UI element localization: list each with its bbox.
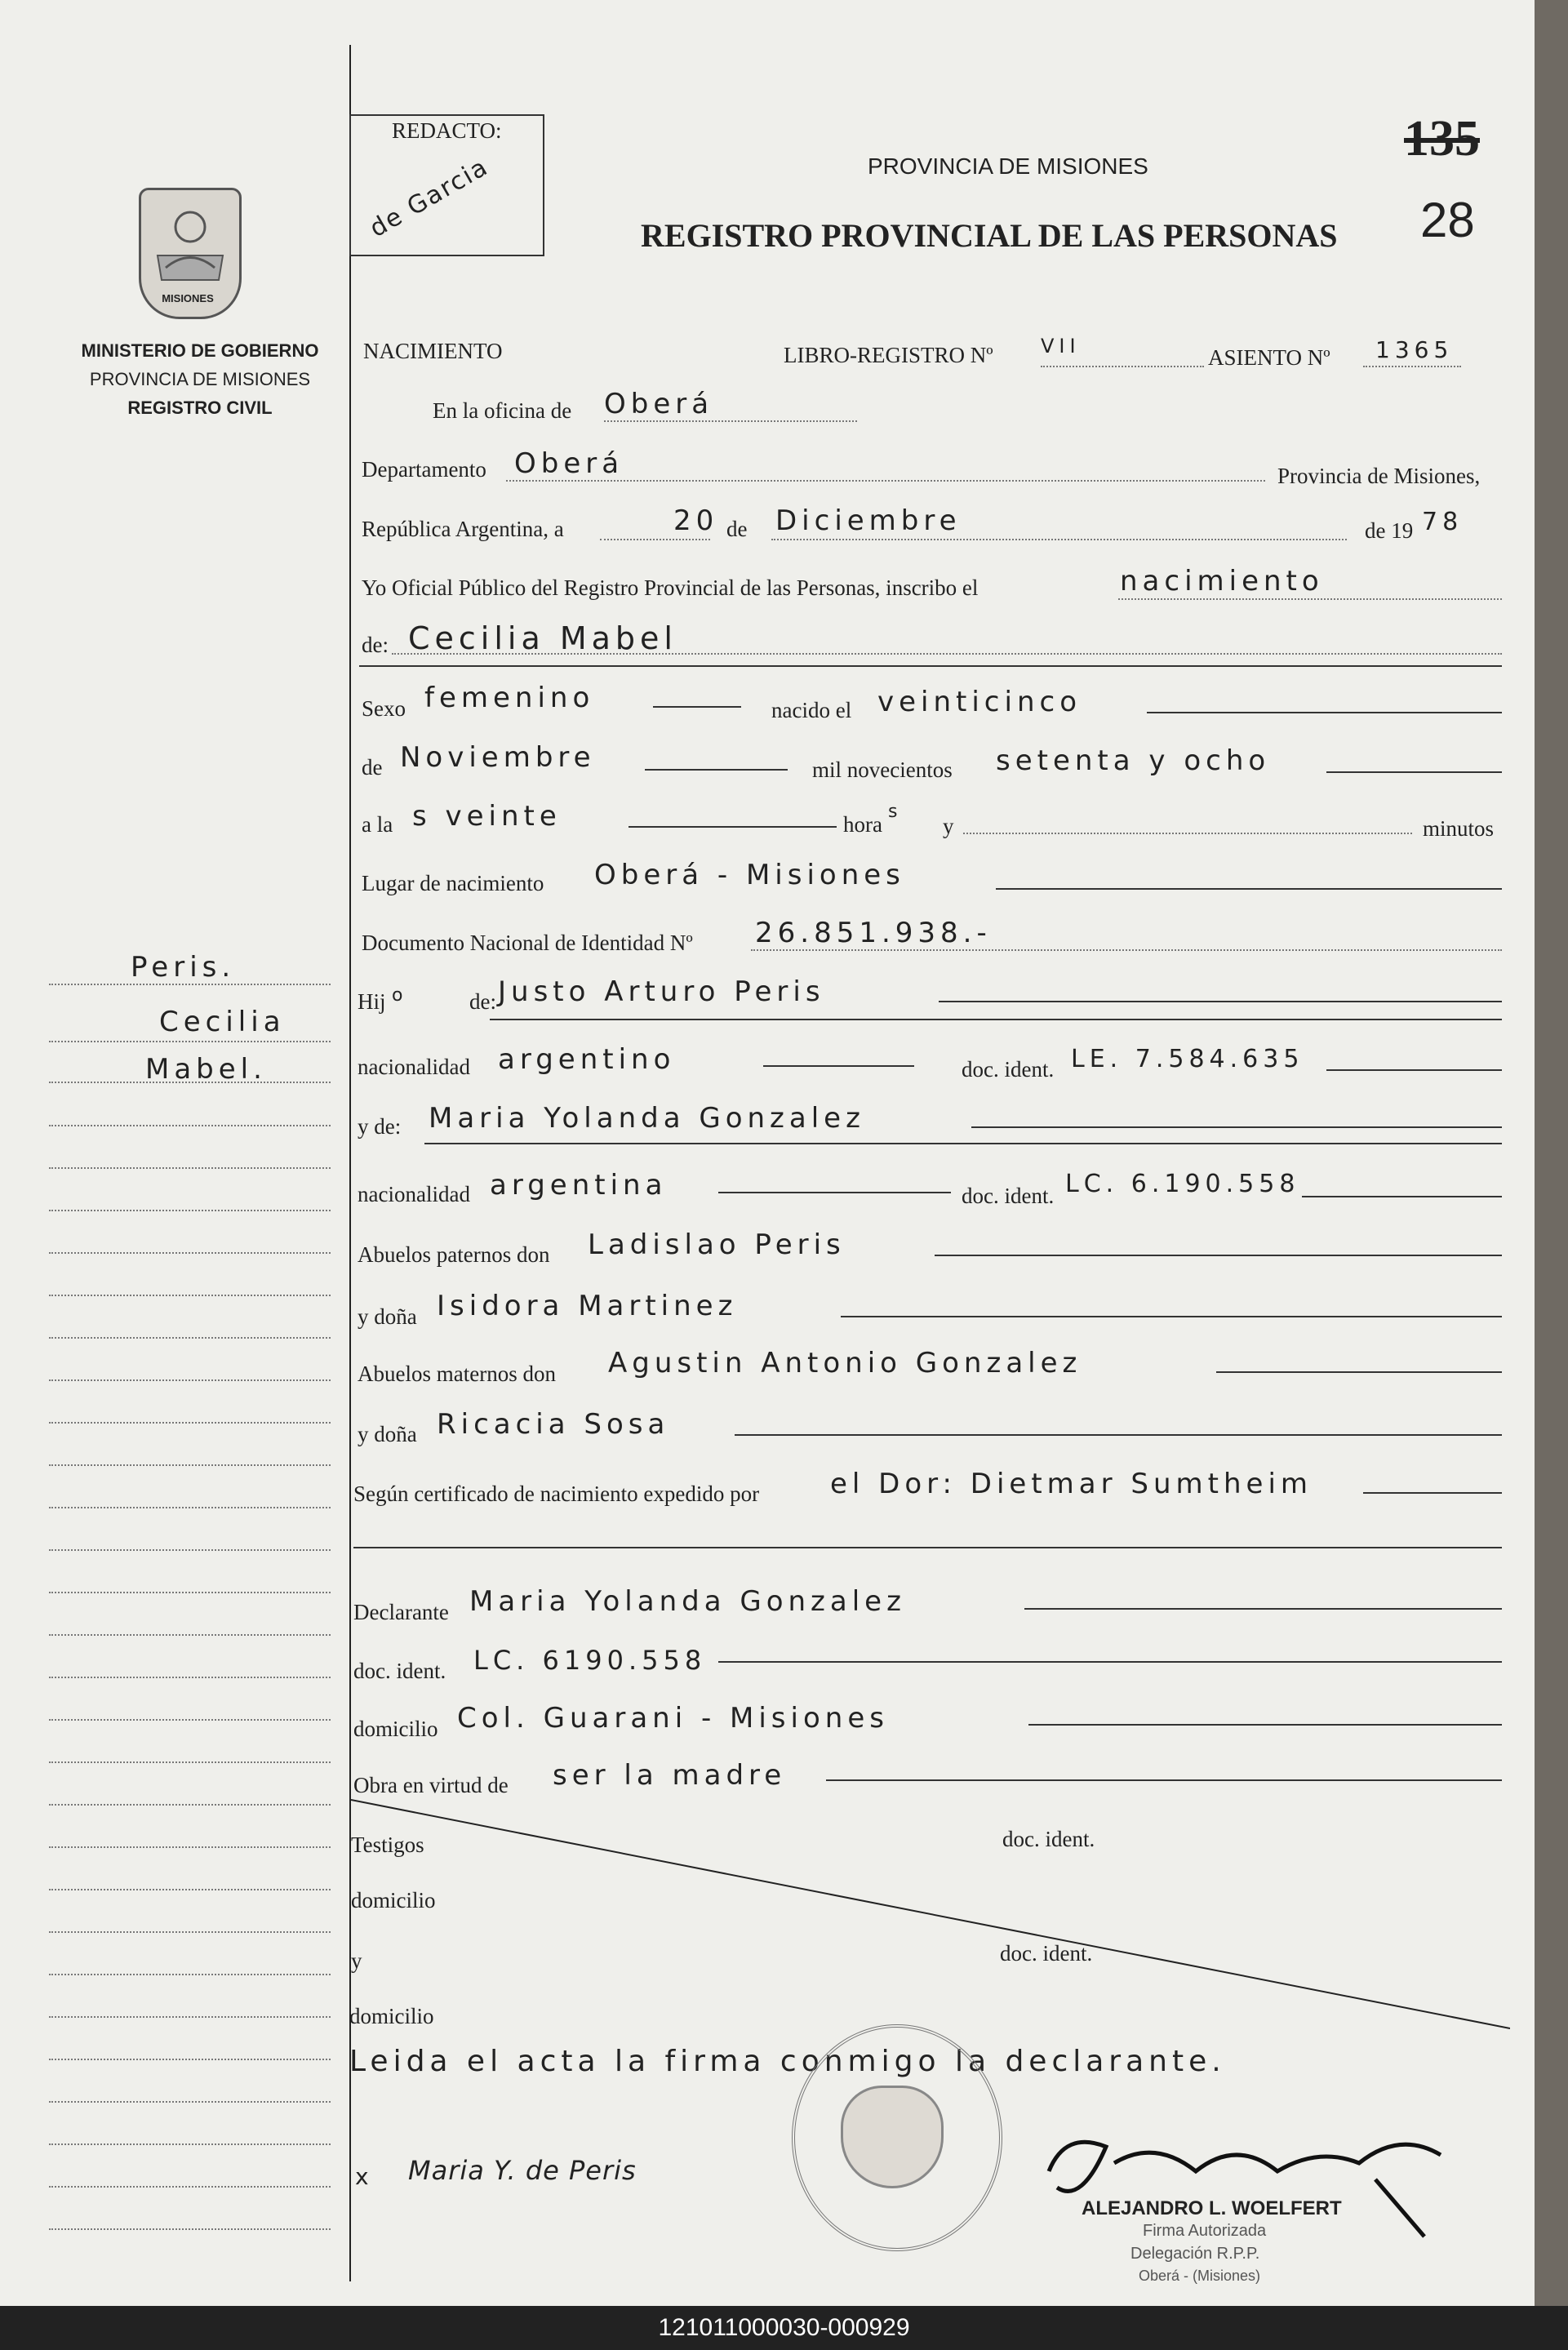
day-value: 20 <box>673 504 719 537</box>
testigos-label: Testigos <box>351 1832 424 1857</box>
de-mes-label: de <box>362 755 383 780</box>
doc-father-label: doc. ident. <box>962 1057 1055 1082</box>
child-name-value: Cecilia Mabel <box>408 620 677 656</box>
oficina-value: Oberá <box>604 388 714 420</box>
testigo2-doc-label: doc. ident. <box>1000 1941 1093 1966</box>
testigo2-domicilio-label: domicilio <box>349 2004 434 2028</box>
shield-label: MISIONES <box>162 292 214 304</box>
margin-note-firstname: Cecilia <box>159 1006 286 1038</box>
doc-mother-label: doc. ident. <box>962 1184 1055 1208</box>
hijo-de-label: de: <box>469 989 496 1014</box>
official-name: ALEJANDRO L. WOELFERT <box>1082 2197 1342 2219</box>
asiento-value: 1365 <box>1375 336 1454 363</box>
declarant-signature: Maria Y. de Peris <box>408 2155 637 2186</box>
lugar-label: Lugar de nacimiento <box>362 871 544 895</box>
y-dona-maternal-value: Ricacia Sosa <box>437 1408 670 1441</box>
oficina-label: En la oficina de <box>433 398 572 423</box>
official-location: Oberá - (Misiones) <box>1139 2268 1261 2284</box>
hora-suffix: s <box>888 802 903 822</box>
mes-value: Noviembre <box>400 741 596 774</box>
nacionalidad-mother-value: argentina <box>490 1169 668 1202</box>
abuelos-paternos-label: Abuelos paternos don <box>358 1242 550 1267</box>
minutos-label: minutos <box>1423 816 1495 841</box>
declarante-value: Maria Yolanda Gonzalez <box>469 1585 906 1618</box>
x-mark: x <box>355 2163 369 2190</box>
book-spine <box>1535 0 1568 2306</box>
ministry-province: PROVINCIA DE MISIONES <box>89 369 311 389</box>
segun-value: el Dor: Dietmar Sumtheim <box>830 1468 1313 1500</box>
province-title: PROVINCIA DE MISIONES <box>868 153 1148 179</box>
testigo2-y-label: y <box>351 1948 362 1973</box>
page-number-crossed: 135 <box>1404 111 1480 167</box>
domicilio-label: domicilio <box>353 1717 438 1741</box>
domicilio-value: Col. Guarani - Misiones <box>457 1702 889 1735</box>
mil-label: mil novecientos <box>812 757 953 782</box>
departamento-value: Oberá <box>514 447 624 480</box>
dni-value: 26.851.938.- <box>755 917 992 949</box>
hijo-label: Hij <box>358 989 386 1014</box>
segun-label: Según certificado de nacimiento expedido por <box>353 1482 760 1506</box>
declarante-label: Declarante <box>353 1600 449 1624</box>
y-de-mother-label: y de: <box>358 1114 402 1139</box>
nacionalidad-father-label: nacionalidad <box>358 1055 470 1079</box>
y-dona-paternal-label: y doña <box>358 1304 417 1329</box>
nacionalidad-mother-label: nacionalidad <box>358 1182 470 1206</box>
seal-emblem-icon <box>841 2086 944 2188</box>
provincia-label: Provincia de Misiones, <box>1277 464 1481 488</box>
redacto-label: REDACTO: <box>392 118 502 143</box>
ministry-title: MINISTERIO DE GOBIERNO <box>81 340 319 361</box>
y-label: y <box>943 814 954 838</box>
libro-label: LIBRO-REGISTRO Nº <box>784 343 993 367</box>
libro-value: VII <box>1041 335 1081 358</box>
record-type: NACIMIENTO <box>363 339 503 363</box>
doc-mother-value: LC. 6.190.558 <box>1065 1170 1300 1198</box>
obra-value: ser la madre <box>553 1759 787 1792</box>
nacido-label: nacido el <box>771 698 852 722</box>
document-id: 121011000030-000929 <box>658 2314 910 2341</box>
nacionalidad-father-value: argentino <box>498 1043 676 1076</box>
margin-note-surname: Peris. <box>131 951 236 984</box>
sexo-label: Sexo <box>362 696 406 721</box>
oficial-value: nacimiento <box>1120 565 1324 597</box>
departamento-label: Departamento <box>362 457 486 482</box>
asiento-label: ASIENTO Nº <box>1208 345 1330 370</box>
margin-note-middlename: Mabel. <box>145 1053 267 1086</box>
doc-father-value: LE. 7.584.635 <box>1071 1045 1304 1073</box>
a-la-label: a la <box>362 812 393 837</box>
month-value: Diciembre <box>775 504 962 537</box>
registry-title: REGISTRO PROVINCIAL DE LAS PERSONAS <box>641 217 1338 254</box>
republica-label: República Argentina, a <box>362 517 564 541</box>
y-dona-paternal-value: Isidora Martinez <box>437 1290 738 1322</box>
hora-label: hora <box>843 812 882 837</box>
de-name-label: de: <box>362 633 389 657</box>
closing-text: Leida el acta la firma conmigo la declarante. <box>349 2045 1226 2078</box>
abuelos-paternos-value: Ladislao Peris <box>588 1228 846 1261</box>
testigo1-domicilio-label: domicilio <box>351 1888 436 1912</box>
abuelos-maternos-value: Agustin Antonio Gonzalez <box>608 1347 1082 1379</box>
mother-name-value: Maria Yolanda Gonzalez <box>429 1102 865 1135</box>
obra-label: Obra en virtud de <box>353 1773 509 1797</box>
de-label: de <box>726 517 748 541</box>
father-name-value: Justo Arturo Peris <box>498 975 825 1008</box>
doc-declarante-value: LC. 6190.558 <box>473 1645 707 1676</box>
y-dona-maternal-label: y doña <box>358 1422 417 1446</box>
hijo-suffix: o <box>392 985 408 1006</box>
abuelos-maternos-label: Abuelos maternos don <box>358 1362 556 1386</box>
official-role: Firma Autorizada <box>1143 2222 1267 2240</box>
page-number: 28 <box>1420 193 1475 247</box>
redacto-signature: de Garcia <box>365 152 494 244</box>
mil-value: setenta y ocho <box>996 744 1271 777</box>
year-label: de 19 <box>1365 518 1414 543</box>
official-delegation: Delegación R.P.P. <box>1130 2245 1260 2263</box>
dni-label: Documento Nacional de Identidad Nº <box>362 931 693 955</box>
nacido-value: veinticinco <box>877 686 1082 718</box>
testigo1-doc-label: doc. ident. <box>1002 1827 1095 1851</box>
ministry-registry: REGISTRO CIVIL <box>127 398 273 418</box>
lugar-value: Oberá - Misiones <box>594 859 905 891</box>
sexo-value: femenino <box>424 682 595 714</box>
testigos-strike-line <box>351 1792 1510 2037</box>
year-value: 78 <box>1422 508 1464 536</box>
doc-declarante-label: doc. ident. <box>353 1659 446 1683</box>
a-la-value: s veinte <box>412 800 562 833</box>
oficial-text: Yo Oficial Público del Registro Provincial de las Personas, inscribo el <box>362 575 979 600</box>
